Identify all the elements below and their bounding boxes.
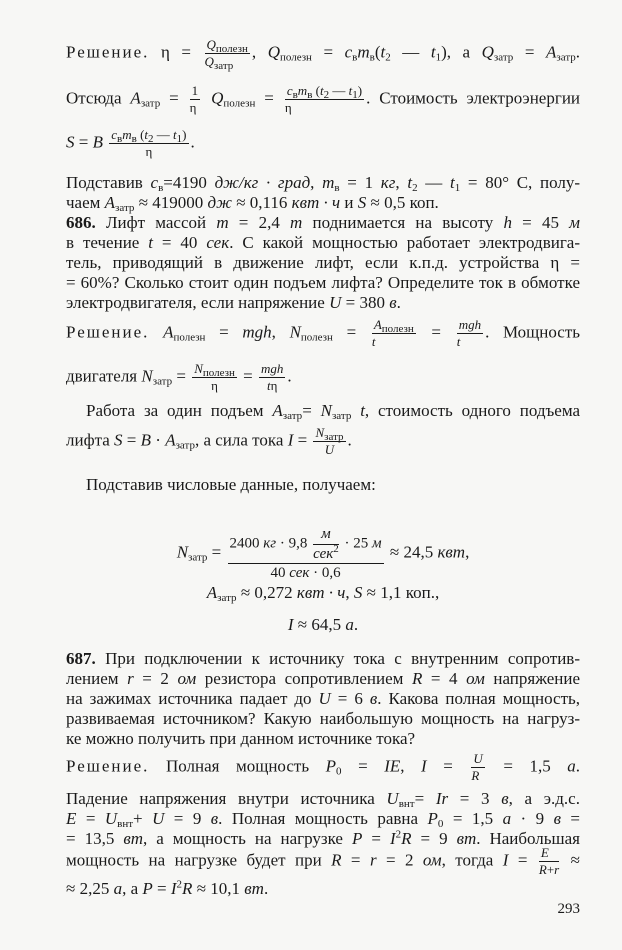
text-line: двигателя $N_{затр}$ = $\frac{N_{полезн}}{\eta}$ = $\frac{\text{mgh}}{t\eta}$ . [66,361,292,394]
page-number: 293 [557,901,580,917]
text-line: Решение. $A_{полезн}$ = mgh, $N_{полезн}$ = $\frac{A_{полезн}}{t}$ = $\frac{\text{mgh}}{t}$ . Мощность [66,317,581,350]
text-line: лифта $S = B \cdot A_{затр}$, а сила тока I = $\frac{N_{затр}}{U}$ . [66,425,352,458]
text-line: на зажимах источника падает до U = 6 в. Какова полная мощность, [66,689,580,708]
text-line: электродвигателя, если напряжение U = 380 в. [66,293,401,312]
text-line: Подставив числовые данные, получаем: [86,475,376,494]
equation: $A_{затр} \approx 0,272$ квт · ч, S ≈ 1,1 коп., [206,583,440,604]
equation: $N_{затр}$ = 2400 кг · 9,8 $\frac{м}{сек^2}$ · 25 м 40 сек · 0,6 ≈ 24,5 квт, [176,526,470,581]
text-line: Подставив $c_в=4190$ дж/кг · град, $m_в = 1$ кг, $t_2$ — $t_1 = 80^\circ$ С, полу- [66,173,581,194]
text-line: 687. При подключении к источнику тока с внутренним сопротив- [66,649,580,668]
text-line: лением r = 2 ом резистора сопротивлением R = 4 ом напряжение [66,669,581,688]
text-line: Решение. η = $\frac{Q_{полезн}}{Q_{затр}}$ , $Q_{полезн} = c_вm_в(t_2$ — $t_1$), а $Q_{затр} = A_{затр}$. [66,37,581,73]
text-line: Отсюда $A_{затр}$ = $\frac{1}{\eta}$ $Q_{полезн}$ = $\frac{c_вm_в (t_2 — t_1)}{\eta}$ . Стоимость электроэнергии [66,83,581,116]
text-line: Работа за один подъем $A_{затр}= N_{затр}$ t, стоимость одного подъема [86,401,581,422]
text-line: $E = U_{внт}+ U = 9$ в. Полная мощность равна $P_0 = 1,5$ а · 9 в = [66,809,580,830]
text-line: = 60%? Сколько стоит один подъем лифта? Определите ток в обмотке [66,273,580,292]
text-line: 686. Лифт массой m = 2,4 т поднимается на высоту h = 45 м [66,213,581,232]
text-line: Падение напряжения внутри источника $U_{внт}= Ir = 3$ в, а э.д.с. [66,789,580,810]
text-line: = 13,5 вт, а мощность на нагрузке $P = I^2R = 9$ вт. Наибольшая [66,828,580,848]
text-line: ≈ 2,25 а, а $P = I^2R \approx 10,1$ вт. [66,878,269,898]
text-line: в течение t = 40 сек. С какой мощностью работает электродвига- [66,233,580,252]
text-line: чаем $A_{затр} \approx 419000$ дж ≈ 0,116 квт · ч и S ≈ 0,5 коп. [66,193,439,214]
text-line: Решение. Полная мощность $P_0$ = IE, I = $\frac{U}{R}$ = 1,5 а. [66,751,580,784]
text-line: тель, приводящий в движение лифт, если к.п.д. устройства η = [66,253,580,272]
text-line: S = B $\frac{c_вm_в (t_2 — t_1)}{\eta}$ . [66,127,195,160]
equation: I ≈ 64,5 а. [287,615,359,634]
text-line: мощность на нагрузке будет при R = r = 2 ом, тогда I = $\frac{E}{R+r}$ ≈ [66,845,580,878]
text-line: развиваемая источником? Какую наибольшую мощность на нагруз- [66,709,580,728]
text-line: ке можно получить при данном источнике тока? [66,729,416,748]
